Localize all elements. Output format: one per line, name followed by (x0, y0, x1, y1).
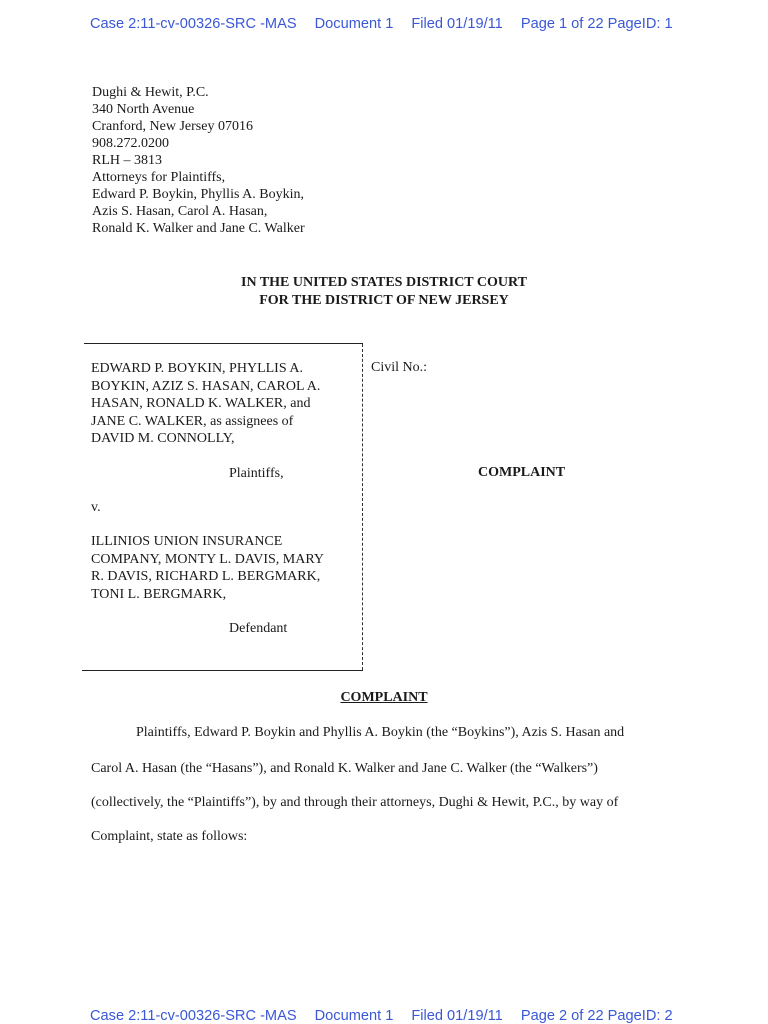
plaintiffs-label: Plaintiffs, (229, 466, 284, 481)
body-line: Complaint, state as follows: (91, 829, 248, 844)
page-id: Page 2 of 22 PageID: 2 (520, 1008, 673, 1024)
court-title-line1: IN THE UNITED STATES DISTRICT COURT (241, 275, 527, 290)
defendant-label: Defendant (229, 621, 288, 636)
attorney-line: 340 North Avenue (92, 102, 195, 117)
body-line: Carol A. Hasan (the “Hasans”), and Ronald K. Walker and Jane C. Walker (the “Walkers”) (91, 761, 598, 776)
page-header-bottom (90, 1008, 730, 1024)
defendant-names (91, 533, 324, 603)
defendant-line: COMPANY, MONTY L. DAVIS, MARY (91, 551, 324, 567)
caption-top-rule (84, 343, 363, 344)
attorney-line: 908.272.0200 (92, 136, 169, 151)
defendant-line: TONI L. BERGMARK, (91, 586, 227, 602)
attorney-line: Attorneys for Plaintiffs, (92, 170, 226, 185)
body-line: (collectively, the “Plaintiffs”), by and through their attorneys, Dughi & Hewit, P.C., by way of (91, 795, 619, 810)
attorney-line: Ronald K. Walker and Jane C. Walker (92, 221, 305, 236)
court-title-line2: FOR THE DISTRICT OF NEW JERSEY (259, 293, 509, 308)
attorney-block (92, 84, 305, 237)
complaint-heading: COMPLAINT (340, 690, 428, 705)
filed-date: Filed 01/19/11 (411, 16, 503, 32)
attorney-line: Azis S. Hasan, Carol A. Hasan, (92, 204, 268, 219)
defendant-line: R. DAVIS, RICHARD L. BERGMARK, (91, 569, 321, 584)
document-number: Document 1 (314, 16, 394, 32)
attorney-line: Dughi & Hewit, P.C. (92, 85, 209, 100)
caption-bottom-rule (82, 670, 363, 671)
plaintiff-line: HASAN, RONALD K. WALKER, and (91, 396, 311, 411)
court-title (0, 274, 768, 310)
attorney-line: RLH – 3813 (92, 153, 162, 168)
civil-number-label: Civil No.: (371, 360, 428, 375)
attorney-line: Edward P. Boykin, Phyllis A. Boykin, (92, 187, 304, 202)
plaintiff-line: JANE C. WALKER, as assignees of (91, 413, 294, 429)
plaintiff-names (91, 360, 320, 448)
caption-divider (362, 344, 363, 670)
plaintiff-line: DAVID M. CONNOLLY, (91, 431, 235, 446)
complaint-caption-label: COMPLAINT (478, 465, 566, 480)
body-line: Plaintiffs, Edward P. Boykin and Phyllis A. Boykin (the “Boykins”), Azis S. Hasan and (136, 725, 625, 740)
page-id: Page 1 of 22 PageID: 1 (520, 16, 673, 32)
attorney-line: Cranford, New Jersey 07016 (92, 119, 253, 134)
versus-label: v. (91, 500, 101, 515)
page-header-top (90, 16, 730, 32)
case-number: Case 2:11-cv-00326-SRC -MAS (90, 16, 297, 32)
document-number: Document 1 (314, 1008, 394, 1024)
plaintiff-line: EDWARD P. BOYKIN, PHYLLIS A. (91, 361, 303, 376)
defendant-line: ILLINIOS UNION INSURANCE (91, 534, 283, 549)
filed-date: Filed 01/19/11 (411, 1008, 503, 1024)
plaintiff-line: BOYKIN, AZIZ S. HASAN, CAROL A. (91, 378, 321, 394)
case-number: Case 2:11-cv-00326-SRC -MAS (90, 1008, 297, 1024)
